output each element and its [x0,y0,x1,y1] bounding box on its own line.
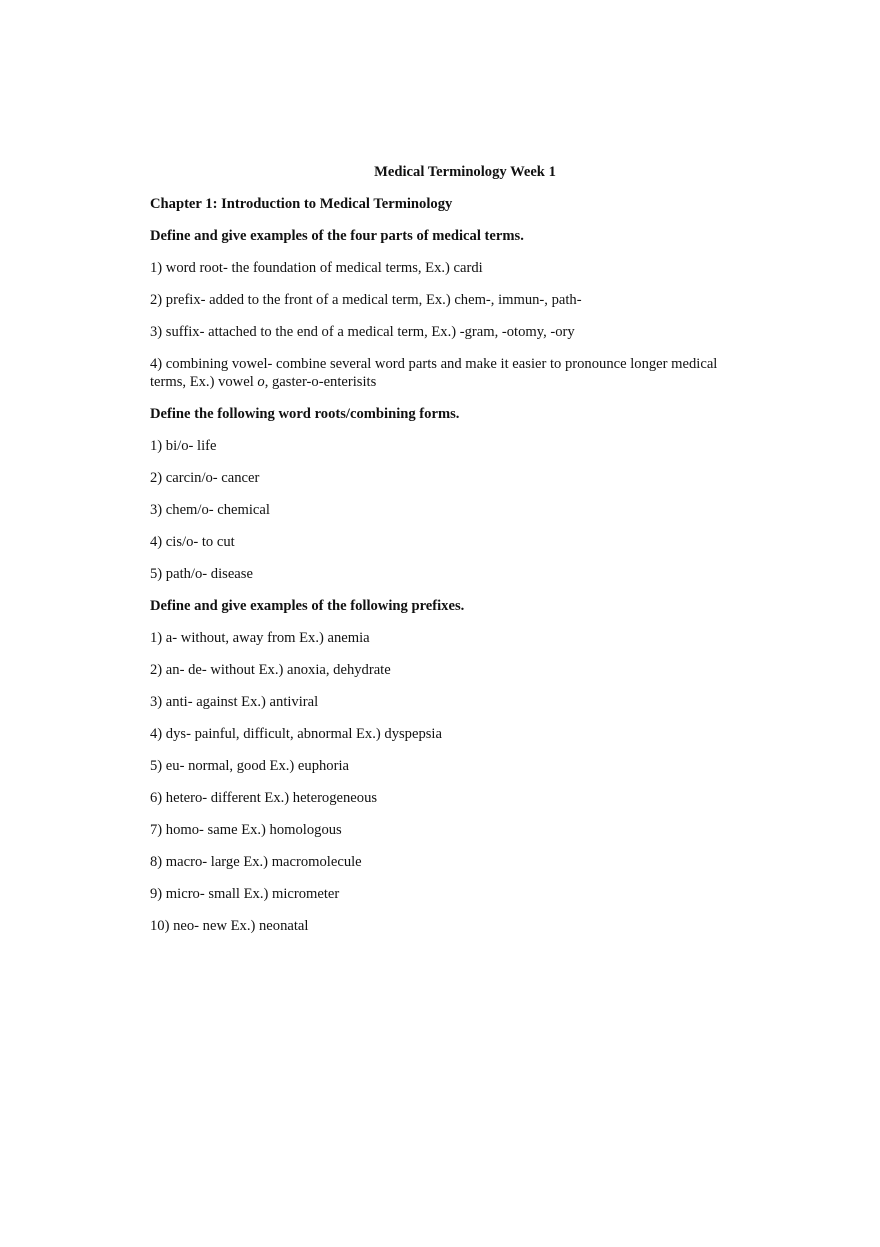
list-item: 5) eu- normal, good Ex.) euphoria [150,758,349,774]
list-item: 2) carcin/o- cancer [150,470,260,486]
item-text: , gaster-o-enterisits [264,374,377,390]
list-item: 1) bi/o- life [150,438,217,454]
section-heading-parts: Define and give examples of the four parts of medical terms. [150,228,524,244]
document-page [150,163,740,949]
document-title: Medical Terminology Week 1 [374,164,556,180]
list-item: 3) suffix- attached to the end of a medical term, Ex.) -gram, -otomy, -ory [150,324,575,340]
list-item: 6) hetero- different Ex.) heterogeneous [150,790,378,806]
list-item: 1) a- without, away from Ex.) anemia [150,630,370,646]
list-item: 5) path/o- disease [150,566,253,582]
list-item: 3) chem/o- chemical [150,502,270,518]
list-item: 8) macro- large Ex.) macromolecule [150,854,362,870]
list-item: 1) word root- the foundation of medical terms, Ex.) cardi [150,260,483,276]
list-item: 3) anti- against Ex.) antiviral [150,694,319,710]
list-item: 10) neo- new Ex.) neonatal [150,918,309,934]
list-item: 7) homo- same Ex.) homologous [150,822,342,838]
list-item: 2) prefix- added to the front of a medical term, Ex.) chem-, immun-, path- [150,292,582,308]
italic-vowel: o [257,374,265,390]
section-heading-prefixes: Define and give examples of the following prefixes. [150,598,465,614]
list-item-combining-vowel [150,355,740,391]
list-item: 2) an- de- without Ex.) anoxia, dehydrate [150,662,391,678]
item-text: 4) combining vowel- combine several word parts and make it easier to pronounce longer medical terms, Ex.) vowel [150,356,718,390]
chapter-heading: Chapter 1: Introduction to Medical Terminology [150,196,453,212]
list-item: 9) micro- small Ex.) micrometer [150,886,340,902]
list-item: 4) dys- painful, difficult, abnormal Ex.) dyspepsia [150,726,442,742]
list-item: 4) cis/o- to cut [150,534,235,550]
section-heading-word-roots: Define the following word roots/combining forms. [150,406,460,422]
